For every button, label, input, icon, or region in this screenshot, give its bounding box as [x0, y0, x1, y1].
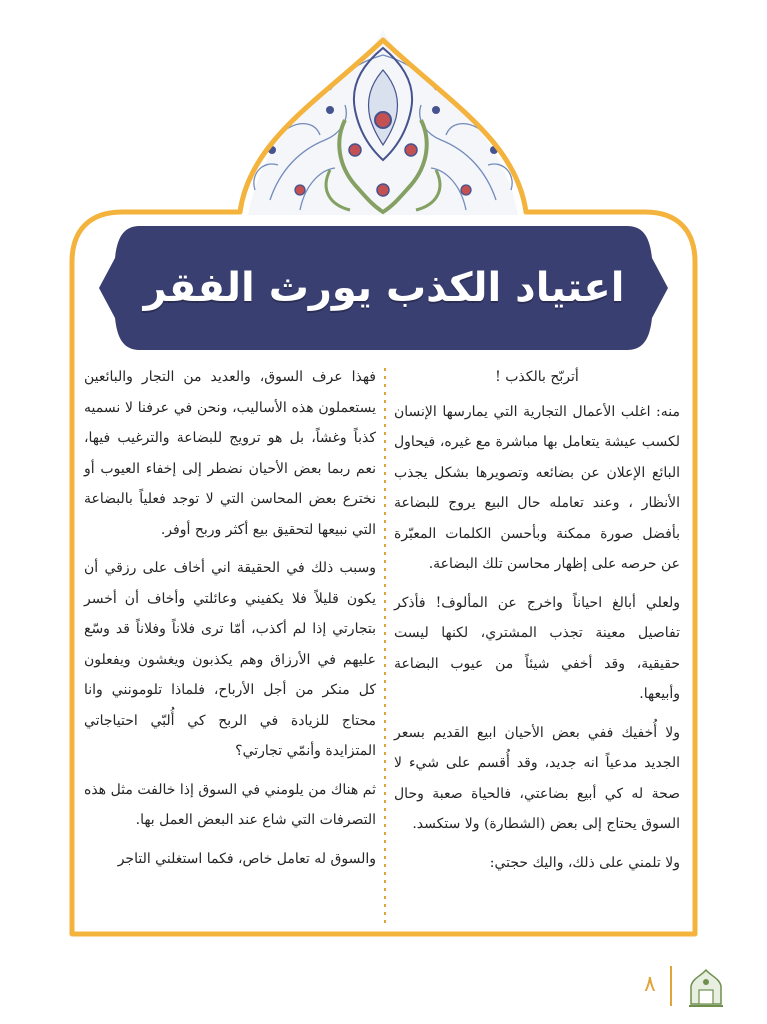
paragraph: ولا أُخفيك ففي بعض الأحيان ابيع القديم بسعر الجديد مدعياً انه جديد، وقد أُقسم على شيء لا صحة له كي أبيع بضاعتي، فالحياة صعبة وحال السوق يحتاج إلى بعض (الشطارة) ولا ستكسد.	[394, 724, 680, 832]
publisher-logo-icon	[681, 966, 731, 1010]
page-number: ٨	[644, 972, 656, 997]
paragraph: وسبب ذلك في الحقيقة اني أخاف على رزقي أن يكون قليلاً فلا يكفيني وعائلتي وأخاف أن أخسر بتجارتي إذا لم أكذب، أمّا ترى فلاناً وفلاناً قد وسّع عليهم في الأرزاق وهم يكذبون ويغشون ويفعلون كل منكر من أجل الأرباح، فلماذا تلومونني وانا محتاج للزيادة في الربح كي أُلبّي احتياجاتي المتزايدة وأنمّي تجارتي؟	[84, 560, 376, 759]
paragraph: أتربّح بالكذب !	[495, 369, 579, 385]
page-title: اعتياد الكذب يورث الفقر	[143, 265, 625, 311]
paragraph: ثم هناك من يلومني في السوق إذا خالفت مثل هذه التصرفات التي شاع عند البعض العمل بها.	[84, 781, 376, 828]
paragraph: والسوق له تعامل خاص، فكما استغلني التاجر	[117, 850, 376, 867]
right-column	[394, 362, 680, 886]
paragraph: منه: اغلب الأعمال التجارية التي يمارسها الإنسان لكسب عيشة يتعامل بها مباشرة مع غيره، فيحاول البائع الإعلان عن بضائعه وتصويرها بشكل يجذب الأنظار ، وعند تعامله حال البيع يروج للبضاعة بأفضل صورة ممكنة وبأحسن الكلمات المعبّرة عن حرصه على إظهار محاسن تلك البضاعة.	[394, 403, 680, 572]
title-banner	[98, 226, 670, 350]
paragraph: ولا تلمني على ذلك، واليك حجتي:	[489, 854, 680, 871]
left-column	[84, 362, 376, 882]
footer-divider	[670, 966, 672, 1006]
paragraph: فهذا عرف السوق، والعديد من التجار والبائعين يستعملون هذه الأساليب، ونحن في عرفنا لا نسميه كذباً وغشاً، بل هو ترويج للبضاعة والترغيب فيها، نعم ربما بعض الأحيان نضطر إلى إخفاء العيوب أو نخترع بعض المحاسن التي لا توجد فعلياً بالبضاعة التي نبيعها لتحقيق بيع أكثر وربح أوفر.	[84, 369, 376, 538]
paragraph: ولعلي أبالغ احياناً واخرج عن المألوف! فأذكر تفاصيل معينة تجذب المشتري، لكنها ليست حقيقية، وقد أخفي شيئاً من عيوب البضاعة وأبيعها.	[394, 594, 680, 702]
